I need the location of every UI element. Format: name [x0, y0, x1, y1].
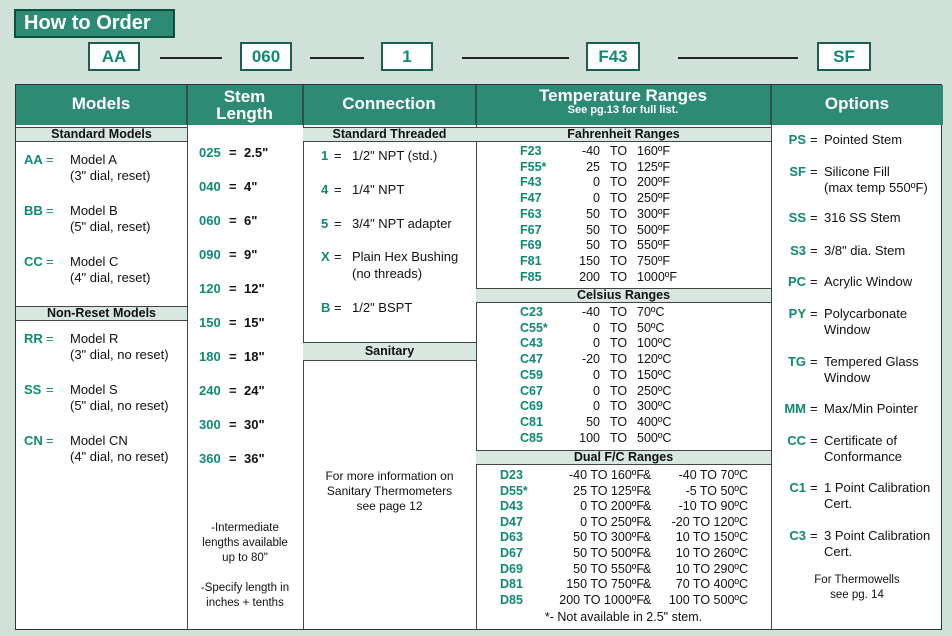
temp-high: 200ºF: [637, 175, 671, 190]
temp-row: [520, 384, 740, 399]
model-desc: (3" dial, no reset): [70, 347, 169, 362]
dual-amp: &: [643, 592, 652, 607]
option-text: Tempered Glass: [824, 354, 919, 369]
dual-code: D23: [500, 468, 523, 482]
temp-row: [520, 305, 740, 320]
stem-value: 12": [244, 281, 265, 296]
divider: [476, 85, 477, 630]
connection-eq: =: [334, 182, 342, 197]
connection-text: 1/2" NPT (std.): [352, 148, 438, 163]
model-code: BB: [24, 203, 43, 218]
stem-code: 240: [199, 383, 221, 398]
temp-code: F85: [520, 269, 542, 284]
temp-row: [520, 254, 740, 269]
dual-f: 200 TO 1000ºF: [559, 592, 644, 607]
dual-c: -20 TO 120ºC: [671, 514, 748, 529]
model-code: AA: [24, 152, 43, 167]
option-text: Cert.: [824, 544, 853, 559]
sanitary-note: [303, 469, 476, 514]
temp-high: 500ºC: [637, 430, 672, 445]
temp-to: TO: [610, 253, 628, 268]
header-stem-length: Stem Length: [187, 85, 303, 125]
dual-c: 10 TO 290ºC: [675, 561, 748, 576]
model-code: CN: [24, 433, 43, 448]
stem-code: 360: [199, 451, 221, 466]
dash-4: [678, 57, 798, 59]
temp-to: TO: [610, 159, 628, 174]
temp-row: [520, 352, 740, 367]
option-text: 1 Point Calibration: [824, 480, 931, 495]
temp-row: [520, 431, 740, 446]
temp-high: 100ºC: [637, 336, 672, 351]
temp-to: TO: [610, 383, 628, 398]
temp-code: F81: [520, 253, 542, 268]
option-code: S3: [790, 243, 806, 258]
temp-low: 0: [593, 383, 600, 398]
temp-high: 300ºF: [637, 206, 671, 221]
temp-code: C85: [520, 430, 543, 445]
option-text: Certificate of: [824, 433, 897, 448]
order-code-temperature: F43: [586, 42, 640, 71]
option-eq: =: [810, 354, 818, 369]
connection-text: (no threads): [352, 266, 423, 281]
temp-low: 100: [579, 430, 600, 445]
option-text: (max temp 550ºF): [824, 180, 928, 195]
temp-code: C43: [520, 336, 543, 351]
stem-value: 2.5": [244, 145, 269, 160]
connection-eq: =: [334, 216, 342, 231]
dual-amp: &: [643, 468, 652, 482]
dual-f: 0 TO 250ºF: [580, 514, 644, 529]
connection-text: Plain Hex Bushing: [352, 249, 459, 264]
sanitary-note-line: For more information on: [325, 469, 454, 483]
dual-f: 150 TO 750ºF: [566, 577, 644, 592]
temp-high: 1000ºF: [637, 269, 678, 284]
temp-to: TO: [610, 352, 628, 367]
stem-note-line: -Specify length in: [200, 582, 290, 594]
option-code: CC: [787, 433, 806, 448]
option-code: PC: [787, 274, 806, 289]
option-code: PS: [788, 132, 806, 147]
temp-code: F43: [520, 175, 542, 190]
option-eq: =: [810, 480, 818, 495]
temp-code: C81: [520, 414, 543, 429]
option-text: Max/Min Pointer: [824, 401, 918, 416]
option-eq: =: [810, 132, 818, 147]
temp-code: F55*: [520, 159, 547, 174]
header-options: Options: [771, 85, 943, 125]
option-text: Conformance: [824, 449, 903, 464]
fahrenheit-label: Fahrenheit Ranges: [476, 127, 771, 142]
header-temperature: Temperature Ranges See pg.13 for full list.: [476, 85, 771, 125]
option-eq: =: [810, 433, 818, 448]
temp-row: [520, 270, 740, 285]
dual-code: D81: [500, 577, 523, 592]
model-desc: (5" dial, reset): [70, 219, 151, 234]
standard-threaded-label: Standard Threaded: [303, 127, 476, 142]
model-eq: =: [46, 152, 54, 167]
temp-low: 0: [593, 367, 600, 382]
temp-high: 550ºF: [637, 238, 671, 253]
temp-low: 50: [586, 414, 600, 429]
dual-code: D85: [500, 592, 523, 607]
dual-c: -40 TO 70ºC: [678, 468, 748, 482]
stem-code: 180: [199, 349, 221, 364]
temp-high: 120ºC: [637, 352, 672, 367]
option-text: Polycarbonate: [824, 306, 908, 321]
temp-high: 125ºF: [637, 159, 671, 174]
temp-to: TO: [610, 144, 628, 158]
temp-row: [520, 238, 740, 253]
stem-code: 090: [199, 247, 221, 262]
temp-to: TO: [610, 430, 628, 445]
temp-low: 0: [593, 175, 600, 190]
temp-high: 250ºC: [637, 383, 672, 398]
temp-low: 50: [586, 222, 600, 237]
connection-eq: =: [334, 249, 342, 264]
temp-code: F69: [520, 238, 542, 253]
stem-value: 6": [244, 213, 258, 228]
model-name: Model CN: [70, 433, 128, 448]
model-name: Model S: [70, 382, 118, 397]
connection-code: B: [321, 300, 331, 315]
temp-low: 50: [586, 238, 600, 253]
connection-code: 5: [321, 216, 329, 231]
temp-high: 160ºF: [637, 144, 671, 158]
temp-high: 50ºC: [637, 320, 665, 335]
model-eq: =: [46, 433, 54, 448]
header-models: Models: [16, 85, 187, 125]
option-eq: =: [810, 401, 818, 416]
model-desc: (3" dial, reset): [70, 168, 151, 183]
temp-to: TO: [610, 175, 628, 190]
option-eq: =: [810, 210, 818, 225]
model-eq: =: [46, 203, 54, 218]
option-text: Window: [824, 370, 871, 385]
page-title: How to Order: [14, 9, 175, 38]
temp-code: F63: [520, 206, 542, 221]
sanitary-label: Sanitary: [303, 342, 476, 361]
model-eq: =: [46, 254, 54, 269]
temp-row: [520, 191, 740, 206]
option-text: Window: [824, 322, 871, 337]
option-text: 316 SS Stem: [824, 210, 901, 225]
sanitary-note-line: see page 12: [356, 499, 423, 513]
temp-code: F23: [520, 144, 542, 158]
dual-code: D47: [500, 514, 523, 529]
dual-f: 50 TO 500ºF: [573, 546, 644, 560]
dual-amp: &: [643, 577, 652, 592]
model-desc: (4" dial, reset): [70, 270, 151, 285]
temp-low: -40: [581, 305, 600, 319]
stem-value: 24": [244, 383, 265, 398]
dual-f: 50 TO 550ºF: [573, 561, 644, 576]
temp-high: 250ºF: [637, 191, 671, 206]
connection-text: 3/4" NPT adapter: [352, 216, 452, 231]
model-code: RR: [24, 331, 43, 346]
temp-low: 25: [586, 159, 600, 174]
temp-low: 0: [593, 336, 600, 351]
temp-to: TO: [610, 238, 628, 253]
stem-value: 18": [244, 349, 265, 364]
option-text: Acrylic Window: [824, 274, 913, 289]
option-code: MM: [784, 401, 806, 416]
temp-row: [520, 175, 740, 190]
dual-code: D67: [500, 546, 523, 560]
temp-row: [520, 144, 740, 159]
option-text: 3 Point Calibration: [824, 528, 931, 543]
option-text: 3/8" dia. Stem: [824, 243, 906, 258]
connection-text: 1/4" NPT: [352, 182, 405, 197]
temp-code: C55*: [520, 320, 548, 335]
temp-code: C47: [520, 352, 543, 367]
temp-row: [520, 223, 740, 238]
stem-value: 4": [244, 179, 258, 194]
temp-low: 0: [593, 320, 600, 335]
temp-high: 750ºF: [637, 253, 671, 268]
option-code: TG: [787, 354, 806, 369]
option-code: PY: [788, 306, 806, 321]
footnote: *- Not available in 2.5" stem.: [544, 610, 703, 624]
model-code: SS: [24, 382, 42, 397]
stem-note-line: [187, 566, 303, 581]
connection-code: 1: [321, 148, 329, 163]
dual-amp: &: [643, 514, 652, 529]
stem-notes: [187, 521, 303, 611]
dual-c: -5 TO 50ºC: [685, 483, 748, 498]
order-code-stem: 060: [240, 42, 292, 71]
model-desc: (4" dial, no reset): [70, 449, 169, 464]
option-text: Cert.: [824, 496, 853, 511]
dual-c: 10 TO 150ºC: [675, 530, 748, 545]
dual-c: 70 TO 400ºC: [675, 577, 748, 592]
dual-amp: &: [643, 561, 652, 576]
option-eq: =: [810, 164, 818, 179]
stem-note-line: -Intermediate: [211, 522, 279, 534]
model-eq: =: [46, 331, 54, 346]
temp-to: TO: [610, 399, 628, 414]
stem-eq: =: [229, 383, 237, 398]
option-eq: =: [810, 243, 818, 258]
dual-code: D55*: [500, 483, 528, 498]
model-name: Model R: [70, 331, 119, 346]
temp-row: [520, 368, 740, 383]
temp-to: TO: [610, 191, 628, 206]
stem-code: 025: [199, 145, 221, 160]
stem-value: 15": [244, 315, 265, 330]
temp-code: C67: [520, 383, 543, 398]
options-note-line: see pg. 14: [830, 589, 884, 601]
temp-low: 50: [586, 206, 600, 221]
dual-c: -10 TO 90ºC: [678, 499, 748, 514]
connection-text: 1/2" BSPT: [352, 300, 413, 315]
standard-models-label: Standard Models: [16, 127, 187, 142]
temp-to: TO: [610, 222, 628, 237]
model-eq: =: [46, 382, 54, 397]
order-code-options: SF: [817, 42, 871, 71]
temp-low: 0: [593, 191, 600, 206]
temp-low: 0: [593, 399, 600, 414]
divider: [771, 85, 772, 630]
temp-high: 70ºC: [637, 305, 665, 319]
temp-low: 200: [579, 269, 600, 284]
temp-code: C69: [520, 399, 543, 414]
temp-row: [520, 321, 740, 336]
temp-row: [520, 336, 740, 351]
stem-eq: =: [229, 247, 237, 262]
stem-code: 300: [199, 417, 221, 432]
temp-code: F47: [520, 191, 542, 206]
dual-label: Dual F/C Ranges: [476, 450, 771, 465]
temp-row: [520, 399, 740, 414]
temp-low: -20: [581, 352, 600, 367]
connection-eq: =: [334, 300, 342, 315]
dual-c: 100 TO 500ºC: [668, 592, 748, 607]
temp-to: TO: [610, 206, 628, 221]
dual-f: 25 TO 125ºF: [573, 483, 644, 498]
connection-code: X: [321, 249, 330, 264]
dual-amp: &: [643, 546, 652, 560]
temp-row: [520, 207, 740, 222]
temp-to: TO: [610, 269, 628, 284]
stem-eq: =: [229, 315, 237, 330]
temp-row: [520, 415, 740, 430]
stem-value: 9": [244, 247, 258, 262]
stem-eq: =: [229, 349, 237, 364]
stem-eq: =: [229, 213, 237, 228]
sanitary-note-line: Sanitary Thermometers: [326, 484, 453, 498]
temp-to: TO: [610, 414, 628, 429]
stem-note-line: up to 80": [222, 552, 268, 564]
stem-eq: =: [229, 281, 237, 296]
temp-high: 500ºF: [637, 222, 671, 237]
option-eq: =: [810, 274, 818, 289]
option-code: C1: [789, 480, 806, 495]
temp-high: 300ºC: [637, 399, 672, 414]
celsius-label: Celsius Ranges: [476, 288, 771, 303]
temp-high: 400ºC: [637, 414, 672, 429]
order-code-model: AA: [88, 42, 140, 71]
stem-note-line: inches + tenths: [206, 597, 284, 609]
dash-2: [310, 57, 364, 59]
model-name: Model B: [70, 203, 118, 218]
option-code: SF: [789, 164, 806, 179]
dual-code: D43: [500, 499, 523, 514]
temp-high: 150ºC: [637, 367, 672, 382]
stem-value: 30": [244, 417, 265, 432]
order-table: [15, 84, 942, 630]
temp-to: TO: [610, 367, 628, 382]
temp-to: TO: [610, 320, 628, 335]
dual-c: 10 TO 260ºC: [675, 546, 748, 560]
dual-code: D63: [500, 530, 523, 545]
stem-code: 120: [199, 281, 221, 296]
dual-code: D69: [500, 561, 523, 576]
temp-row: [520, 160, 740, 175]
dual-f: -40 TO 160ºF: [569, 468, 644, 482]
connection-code: 4: [321, 182, 329, 197]
options-note: [771, 573, 943, 603]
temp-code: C59: [520, 367, 543, 382]
dash-1: [160, 57, 222, 59]
header-connection: Connection: [303, 85, 476, 125]
dual-amp: &: [643, 483, 652, 498]
stem-eq: =: [229, 145, 237, 160]
model-name: Model C: [70, 254, 119, 269]
nonreset-models-label: Non-Reset Models: [16, 306, 187, 321]
stem-code: 040: [199, 179, 221, 194]
model-name: Model A: [70, 152, 117, 167]
stem-eq: =: [229, 417, 237, 432]
connection-eq: =: [334, 148, 342, 163]
stem-eq: =: [229, 179, 237, 194]
temp-low: -40: [581, 144, 600, 158]
model-code: CC: [24, 254, 43, 269]
dual-f: 0 TO 200ºF: [580, 499, 644, 514]
model-desc: (5" dial, no reset): [70, 398, 169, 413]
option-text: Pointed Stem: [824, 132, 903, 147]
stem-code: 150: [199, 315, 221, 330]
options-note-line: For Thermowells: [814, 574, 900, 586]
dual-amp: &: [643, 530, 652, 545]
order-code-connection: 1: [381, 42, 433, 71]
stem-note-line: lengths available: [202, 537, 288, 549]
dual-f: 50 TO 300ºF: [573, 530, 644, 545]
temp-to: TO: [610, 305, 628, 319]
option-code: SS: [788, 210, 806, 225]
option-text: Silicone Fill: [824, 164, 890, 179]
option-code: C3: [789, 528, 806, 543]
stem-code: 060: [199, 213, 221, 228]
temp-code: F67: [520, 222, 542, 237]
dual-amp: &: [643, 499, 652, 514]
option-eq: =: [810, 306, 818, 321]
temp-low: 150: [579, 253, 600, 268]
temp-code: C23: [520, 305, 543, 319]
stem-value: 36": [244, 451, 265, 466]
dash-3: [462, 57, 569, 59]
stem-eq: =: [229, 451, 237, 466]
option-eq: =: [810, 528, 818, 543]
temp-to: TO: [610, 336, 628, 351]
